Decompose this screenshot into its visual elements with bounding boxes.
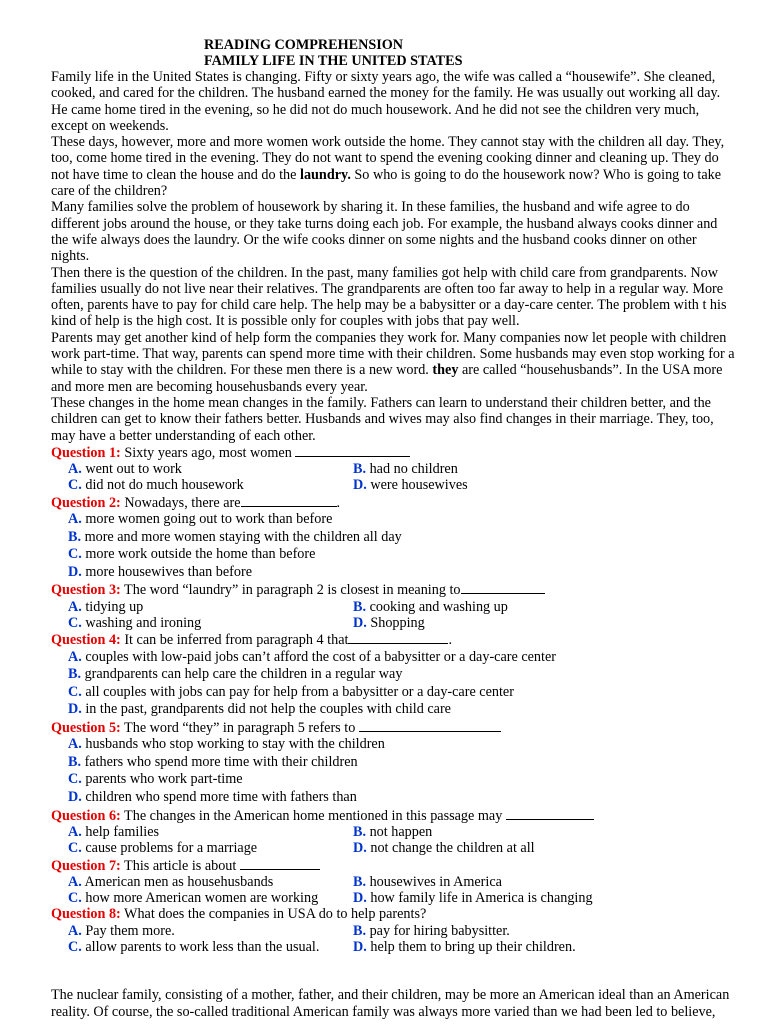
paragraph-nuclear-family: The nuclear family, consisting of a mother, father, and their children, may be more an American ideal than an American reality. Of course, the so-called traditional American family was always more varied than we had been led to believe,	[51, 987, 730, 1020]
question-5-options	[51, 736, 735, 806]
option-d[interactable]: D. not change the children at all	[353, 840, 535, 857]
answer-blank	[506, 807, 594, 820]
question-4: Question 4: It can be inferred from paragraph 4 that .	[51, 632, 452, 649]
question-2-options	[51, 511, 735, 581]
option-b[interactable]: B. more and more women staying with the children all day	[68, 528, 402, 545]
paragraph-3: Many families solve the problem of housework by sharing it. In these families, the husband and wife agree to do different jobs around the house, or they take turns doing each job. For example, the husband always cooks dinner and the wife always does the laundry. Or the wife cooks dinner on some nights and the husband cooks dinner on other nights.	[51, 199, 718, 265]
option-c[interactable]: C. all couples with jobs can pay for help from a babysitter or a day-care center	[68, 683, 514, 700]
option-a[interactable]: A. went out to work	[68, 461, 182, 478]
option-d[interactable]: D. were housewives	[353, 477, 468, 494]
answer-blank	[348, 631, 448, 644]
option-a[interactable]: A. tidying up	[68, 598, 144, 615]
option-b[interactable]: B. not happen	[353, 823, 433, 840]
option-d[interactable]: D. in the past, grandparents did not help the couples with child care	[68, 701, 451, 718]
option-a[interactable]: A. husbands who stop working to stay with the children	[68, 736, 385, 753]
question-8: Question 8: What does the companies in USA do to help parents?	[51, 906, 427, 923]
question-3: Question 3: The word “laundry” in paragraph 2 is closest in meaning to	[51, 581, 735, 598]
option-c[interactable]: C. parents who work part-time	[68, 771, 243, 788]
option-a[interactable]: A. American men as househusbands	[68, 873, 274, 890]
option-d[interactable]: D. how family life in America is changing	[353, 890, 593, 907]
bold-word-laundry: laundry.	[300, 166, 351, 183]
answer-blank	[240, 857, 320, 870]
option-c[interactable]: C. more work outside the home than before	[68, 546, 316, 563]
option-c[interactable]: C. washing and ironing	[68, 614, 202, 631]
option-d[interactable]: D. help them to bring up their children.	[353, 939, 576, 955]
heading-reading-comprehension: READING COMPREHENSION	[204, 37, 404, 53]
option-c[interactable]: C. did not do much housework	[68, 477, 244, 494]
option-b[interactable]: B. cooking and washing up	[353, 598, 508, 615]
answer-blank	[359, 719, 501, 732]
question-7-options	[51, 874, 735, 907]
document-page	[51, 38, 735, 1020]
paragraph-1: Family life in the United States is changing. Fifty or sixty years ago, the wife was called a “housewife”. She cleaned, cooked, and cared for the children. The husband earned the money for the family. He was usually out working all day. He came home tired in the evening, so he did not do much housework. And he did not see the children very much, except on weekends.	[51, 69, 721, 134]
option-b[interactable]: B. grandparents can help care the children in a regular way	[68, 666, 403, 683]
option-a[interactable]: A. couples with low-paid jobs can’t afford the cost of a babysitter or a day-care center	[68, 648, 556, 665]
option-b[interactable]: B. had no children	[353, 461, 458, 478]
option-d[interactable]: D. children who spend more time with fathers than	[68, 789, 357, 806]
option-a[interactable]: A. help families	[68, 823, 160, 840]
option-c[interactable]: C. cause problems for a marriage	[68, 840, 258, 857]
option-b[interactable]: B. fathers who spend more time with their children	[68, 753, 358, 770]
heading-family-life: FAMILY LIFE IN THE UNITED STATES	[204, 52, 463, 69]
option-a[interactable]: A. more women going out to work than before	[68, 511, 333, 528]
paragraph-2: These days, however, more and more women work outside the home. They cannot stay with the children all day. They, too, come home tired in the evening. They do not want to spend the evening cooking dinner and cleaning up. They do not have time to clean the house and do the laundry. So who is going to do the housework now? Who is going to take care of the children?	[51, 134, 725, 200]
option-c[interactable]: C. allow parents to work less than the usual.	[68, 939, 320, 955]
question-5: Question 5: The word “they” in paragraph 5 refers to	[51, 719, 735, 736]
question-2: Question 2: Nowadays, there are .	[51, 494, 341, 511]
paragraph-5: Parents may get another kind of help form the companies they work for. Many companies now let people with children work part-time. That way, parents can spend more time with their children. Some husbands may even stop working for a while to stay with the children. For these men there is a new word. they are called “househusbands”. In the USA more and more men are becoming househusbands every year.	[51, 329, 735, 395]
paragraph-6: These changes in the home mean changes in the family. Fathers can learn to understand their children better, and the children can get to know their fathers better. Husbands and wives may also find changes in their marriage. They, too, may have a better understanding of each other.	[51, 394, 714, 444]
option-b[interactable]: B. pay for hiring babysitter.	[353, 922, 510, 939]
question-6-options	[51, 824, 735, 857]
question-3-options	[51, 599, 735, 632]
option-d[interactable]: D. Shopping	[353, 614, 425, 631]
question-1-options	[51, 461, 735, 494]
answer-blank	[295, 444, 410, 457]
question-8-options	[51, 923, 735, 956]
question-4-options	[51, 649, 735, 719]
question-1: Question 1: Sixty years ago, most women	[51, 444, 735, 461]
answer-blank	[241, 494, 337, 507]
option-c[interactable]: C. how more American women are working	[68, 890, 319, 907]
option-b[interactable]: B. housewives in America	[353, 873, 502, 890]
question-6: Question 6: The changes in the American home mentioned in this passage may	[51, 807, 735, 824]
paragraph-4: Then there is the question of the children. In the past, many families got help with child care from grandparents. Now families usually do not live near their relatives. The grandparents are often too far away to help in a regular way. More often, parents have to pay for child care help. The help may be a babysitter or a day-care center. The problem with t his kind of help is the high cost. It is possible only for couples with jobs that pay well.	[51, 264, 727, 330]
answer-blank	[461, 581, 545, 594]
option-a[interactable]: A. Pay them more.	[68, 922, 175, 939]
question-7: Question 7: This article is about	[51, 857, 735, 874]
bold-word-they: they	[432, 362, 459, 379]
option-d[interactable]: D. more housewives than before	[68, 563, 252, 580]
